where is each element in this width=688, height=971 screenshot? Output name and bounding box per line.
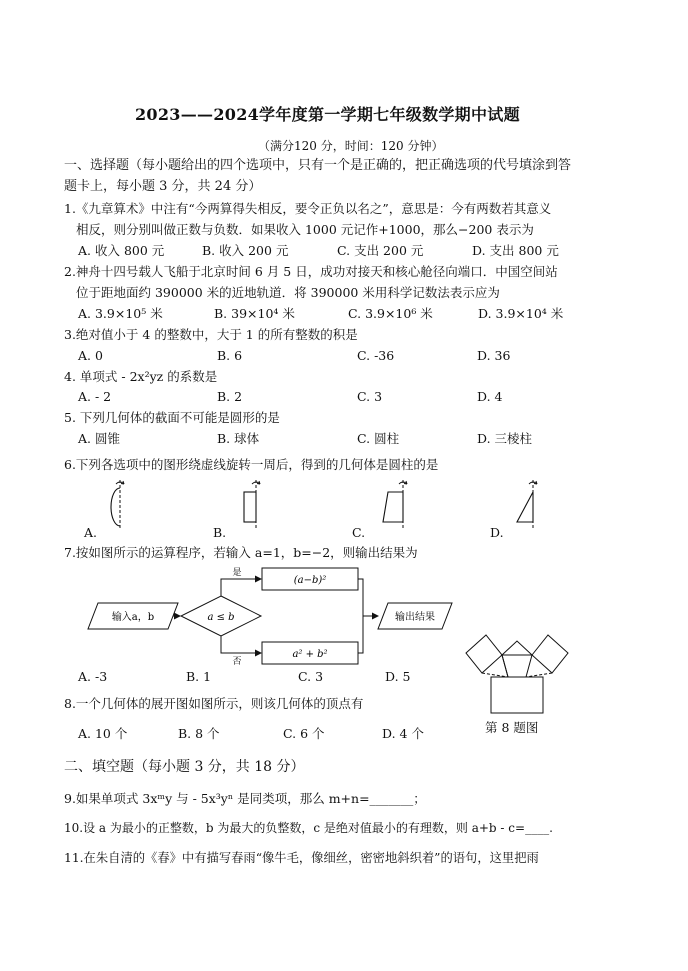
exam-title: 2023——2024学年度第一学期七年级数学期中试题 bbox=[135, 105, 520, 124]
q1-line1: 1.《九章算术》中注有“今两算得失相反，要令正负以名之”，意思是：今有两数若其意义 bbox=[64, 201, 552, 216]
flow-yes-label: 是 bbox=[232, 568, 242, 578]
flow-input-label: 输入a，b bbox=[111, 612, 155, 623]
q7-line1: 7.按如图所示的运算程序，若输入 a=1，b=−2，则输出结果为 bbox=[64, 545, 418, 560]
q2-option-a: A. 3.9×10⁵ 米 bbox=[78, 306, 163, 321]
q6-figure-b bbox=[236, 478, 276, 533]
q8-option-c: C. 6 个 bbox=[283, 726, 325, 741]
q8-option-d: D. 4 个 bbox=[382, 726, 424, 741]
q5-option-a: A. 圆锥 bbox=[78, 431, 120, 446]
q8-line1: 8.一个几何体的展开图如图所示，则该几何体的顶点有 bbox=[64, 696, 364, 711]
q7-option-a: A. -3 bbox=[78, 669, 108, 684]
q4-option-b: B. 2 bbox=[217, 389, 243, 404]
q10-line1: 10.设 a 为最小的正整数，b 为最大的负整数，c 是绝对值最小的有理数，则 a+b - c=____. bbox=[64, 821, 553, 835]
section1-heading-line1: 一、选择题（每小题给出的四个选项中，只有一个是正确的，把正确选项的代号填涂到答 bbox=[64, 158, 572, 173]
q8-option-a: A. 10 个 bbox=[78, 726, 128, 741]
q2-option-d: D. 3.9×10⁴ 米 bbox=[478, 306, 564, 321]
section2-heading: 二、填空题（每小题 3 分，共 18 分） bbox=[64, 759, 305, 775]
flow-condition: a ≤ b bbox=[207, 612, 235, 623]
q8-figure-caption: 第 8 题图 bbox=[485, 720, 539, 735]
q3-option-c: C. -36 bbox=[357, 348, 395, 363]
q2-line2: 位于距地面约 390000 米的近地轨道．将 390000 米用科学记数法表示应为 bbox=[76, 285, 500, 300]
q4-option-c: C. 3 bbox=[357, 389, 383, 404]
q3-line1: 3.绝对值小于 4 的整数中，大于 1 的所有整数的积是 bbox=[64, 327, 358, 342]
q3-option-a: A. 0 bbox=[78, 348, 103, 363]
q5-option-b: B. 球体 bbox=[217, 431, 260, 446]
q6-line1: 6.下列各选项中的图形绕虚线旋转一周后，得到的几何体是圆柱的是 bbox=[64, 457, 439, 472]
q4-line1: 4. 单项式 - 2x²yz 的系数是 bbox=[64, 369, 218, 384]
q7-option-c: C. 3 bbox=[298, 669, 324, 684]
q7-option-b: B. 1 bbox=[186, 669, 212, 684]
q4-option-a: A. - 2 bbox=[78, 389, 112, 404]
q1-option-a: A. 收入 800 元 bbox=[78, 243, 165, 258]
q1-option-b: B. 收入 200 元 bbox=[202, 243, 289, 258]
q2-line1: 2.神舟十四号载人飞船于北京时间 6 月 5 日，成功对接天和核心舱径向端口．中国空间站 bbox=[64, 264, 558, 279]
q6-figure-a bbox=[100, 478, 140, 533]
q3-option-b: B. 6 bbox=[217, 348, 243, 363]
q1-option-c: C. 支出 200 元 bbox=[337, 243, 424, 258]
q6-figure-c bbox=[375, 478, 415, 533]
q5-option-d: D. 三棱柱 bbox=[477, 431, 533, 446]
flow-output-label: 输出结果 bbox=[395, 612, 435, 623]
q3-option-d: D. 36 bbox=[477, 348, 511, 363]
q6-option-b: B. bbox=[213, 525, 227, 540]
q7-option-d: D. 5 bbox=[385, 669, 411, 684]
flow-no-label: 否 bbox=[232, 657, 242, 667]
exam-subtitle: （满分120 分，时间：120 分钟） bbox=[258, 139, 444, 153]
q4-option-d: D. 4 bbox=[477, 389, 503, 404]
q5-line1: 5. 下列几何体的截面不可能是圆形的是 bbox=[64, 410, 280, 425]
q11-line1: 11.在朱自清的《春》中有描写春雨“像牛毛，像细丝，密密地斜织着”的语句，这里把雨 bbox=[64, 851, 539, 865]
q2-option-c: C. 3.9×10⁶ 米 bbox=[348, 306, 433, 321]
section1-heading-line2: 题卡上，每小题 3 分，共 24 分） bbox=[64, 179, 262, 194]
q5-option-c: C. 圆柱 bbox=[357, 431, 400, 446]
q9-line1: 9.如果单项式 3xᵐy 与 - 5x³yⁿ 是同类项，那么 m+n=_______； bbox=[64, 791, 426, 806]
flow-expr-no: a² + b² bbox=[292, 649, 328, 660]
q6-option-c: C. bbox=[352, 525, 366, 540]
q6-figure-d bbox=[505, 478, 545, 533]
q6-option-a: A. bbox=[84, 525, 98, 540]
q6-option-d: D. bbox=[490, 525, 504, 540]
q8-net-figure bbox=[460, 627, 580, 717]
flow-expr-yes: (a−b)² bbox=[293, 575, 327, 586]
q1-option-d: D. 支出 800 元 bbox=[472, 243, 559, 258]
q8-option-b: B. 8 个 bbox=[178, 726, 220, 741]
q7-flowchart bbox=[80, 563, 460, 673]
q2-option-b: B. 39×10⁴ 米 bbox=[214, 306, 295, 321]
q1-line2: 相反，则分别叫做正数与负数．如果收入 1000 元记作+1000，那么−200 表示为 bbox=[76, 222, 534, 237]
